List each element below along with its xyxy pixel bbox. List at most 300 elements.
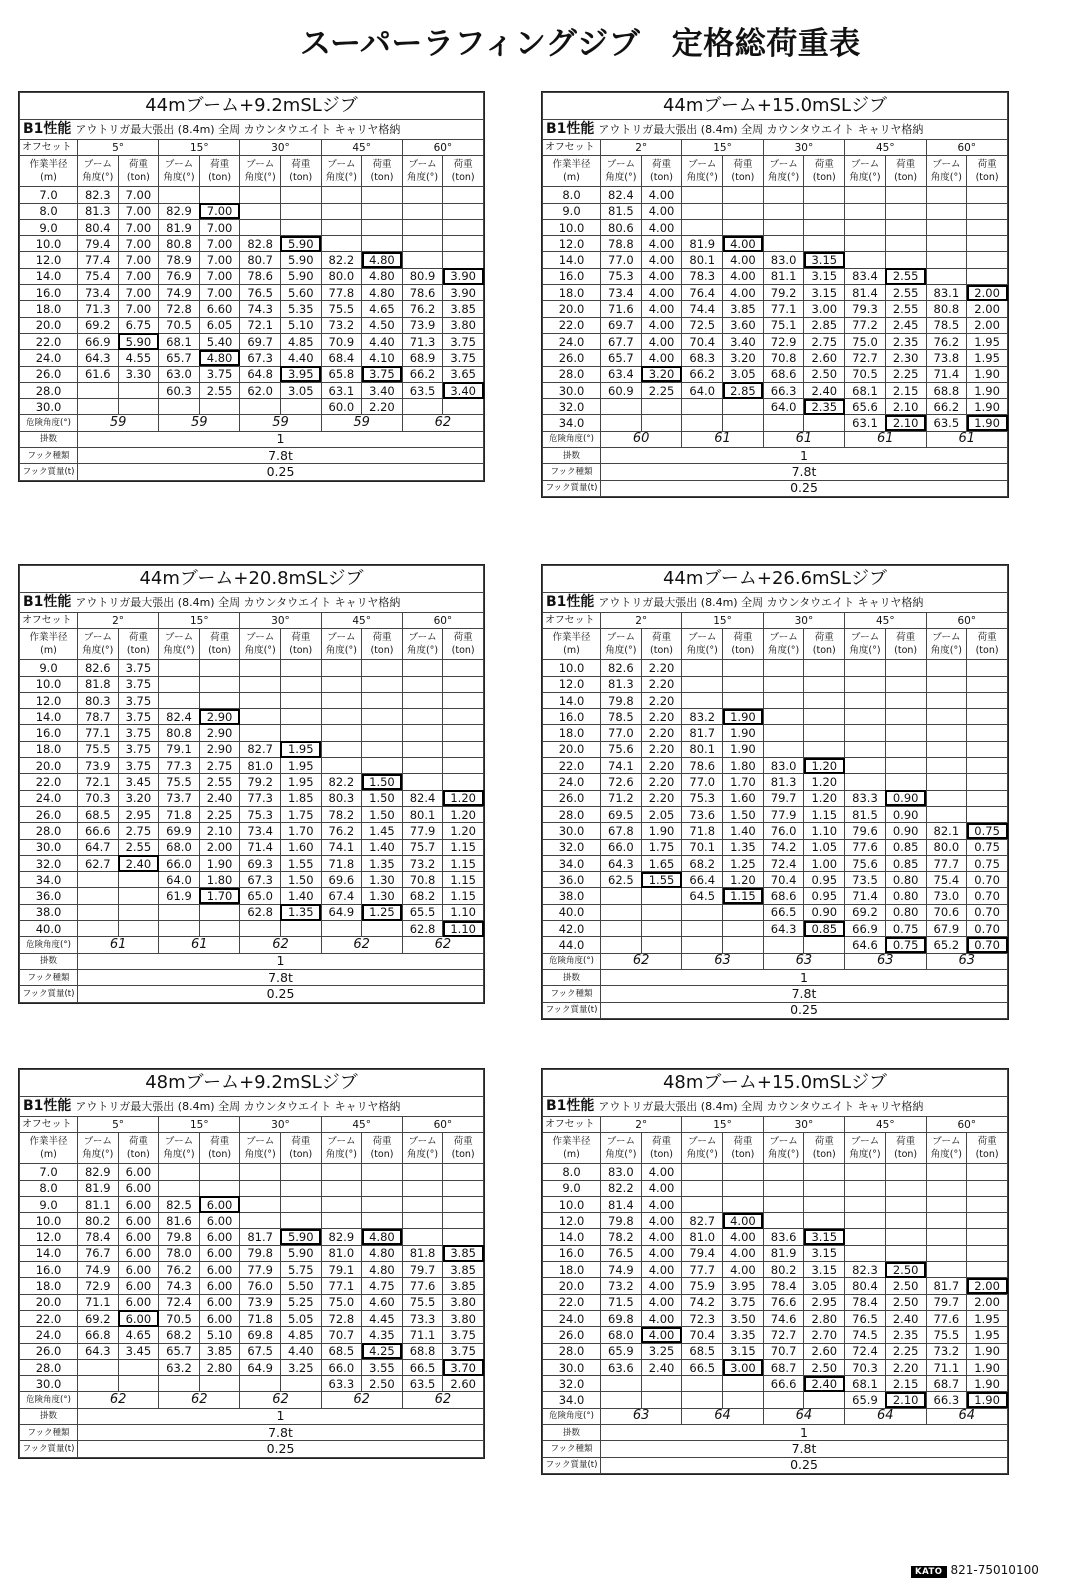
angle-header-line2: 角度(°) [244,645,276,657]
angle-cell: 69.7 [601,317,642,333]
load-cell [641,415,682,431]
load-header [443,1133,484,1164]
load-header-line2: (ton) [370,645,394,657]
angle-header [159,156,200,187]
load-cell: 0.75 [885,937,926,953]
table-row [20,921,484,937]
angle-cell [159,921,200,937]
angle-cell: 63.0 [159,366,200,382]
angle-cell: 68.8 [926,382,967,398]
angle-cell [402,1180,443,1196]
angle-cell [763,676,804,692]
danger-angle-label: 危険角度(°) [20,415,78,431]
angle-cell: 75.3 [682,790,723,806]
angle-cell [845,1229,886,1245]
angle-header [601,156,642,187]
load-cell: 4.60 [362,1294,403,1310]
angle-cell: 76.9 [159,268,200,284]
danger-angle-value: 59 [78,415,159,431]
offset-value: 2° [601,1117,682,1133]
load-header [723,1133,764,1164]
load-header [641,1133,682,1164]
load-cell: 0.95 [804,888,845,904]
offset-label: オフセット [20,613,78,629]
angle-cell [321,741,362,757]
angle-cell: 69.2 [78,317,119,333]
angle-cell [601,921,642,937]
load-cell: 2.20 [641,692,682,708]
angle-cell: 78.8 [601,236,642,252]
angle-header [682,156,723,187]
angle-cell: 72.6 [601,774,642,790]
radius-cell: 22.0 [543,317,601,333]
load-cell: 1.70 [723,774,764,790]
angle-header-line2: 角度(°) [163,645,195,657]
load-header-line1: 荷重 [128,159,148,171]
angle-header-line2: 角度(°) [605,645,637,657]
danger-angle-row [20,1392,484,1408]
load-cell [804,676,845,692]
angle-cell: 68.5 [682,1343,723,1359]
angle-cell: 68.9 [402,350,443,366]
angle-cell: 82.1 [926,823,967,839]
load-header-line2: (ton) [289,1149,313,1161]
angle-cell: 80.0 [321,268,362,284]
load-cell: 4.00 [723,236,764,252]
radius-header-line1: 作業半径 [29,159,68,171]
radius-cell: 32.0 [543,839,601,855]
load-cell [443,692,484,708]
load-cell: 3.25 [641,1343,682,1359]
load-cell [443,1164,484,1180]
angle-cell: 74.9 [159,285,200,301]
load-cell: 1.95 [280,774,321,790]
table-row [543,1294,1008,1310]
offset-value: 5° [78,1117,159,1133]
offset-value: 60° [926,140,1008,156]
load-cell: 6.00 [199,1278,240,1294]
danger-angle-value: 59 [159,415,240,431]
angle-cell: 73.9 [78,758,119,774]
angle-header-line2: 角度(°) [244,172,276,184]
angle-cell: 73.4 [78,285,119,301]
angle-cell: 81.3 [78,203,119,219]
load-header-line2: (ton) [126,172,150,184]
load-chart-table [542,92,1008,497]
load-cell: 2.00 [967,285,1008,301]
load-cell [967,1180,1008,1196]
radius-cell: 9.0 [543,203,601,219]
angle-cell: 81.9 [682,236,723,252]
angle-header-line1: ブーム [688,1136,717,1148]
load-cell: 2.20 [641,709,682,725]
angle-cell: 68.5 [78,806,119,822]
parts-row [20,431,484,447]
load-cell: 3.70 [443,1359,484,1375]
angle-cell: 77.7 [926,855,967,871]
angle-cell: 73.2 [402,855,443,871]
radius-cell: 22.0 [543,1294,601,1310]
angle-header-line2: 角度(°) [686,645,718,657]
angle-header [78,156,119,187]
radius-cell: 22.0 [20,774,78,790]
angle-cell [240,187,281,203]
angle-header-line2: 角度(°) [849,172,881,184]
load-cell: 2.50 [885,1262,926,1278]
angle-cell: 73.3 [402,1310,443,1326]
radius-cell: 28.0 [20,823,78,839]
load-cell [885,1229,926,1245]
table-row [543,872,1008,888]
angle-header-line1: ブーム [164,632,194,644]
load-cell [118,1376,159,1392]
load-cell: 0.75 [967,823,1008,839]
angle-cell: 75.5 [926,1327,967,1343]
load-cell: 7.00 [199,252,240,268]
angle-cell: 80.2 [78,1213,119,1229]
hook-type-value: 7.8t [78,969,484,985]
load-cell: 0.75 [967,839,1008,855]
angle-header-line1: ブーム [164,1136,194,1148]
load-cell: 1.20 [804,758,845,774]
angle-cell: 67.8 [601,823,642,839]
angle-cell: 61.6 [78,366,119,382]
load-cell: 2.50 [885,1278,926,1294]
table-row [20,366,484,382]
load-header-line1: 荷重 [291,632,311,644]
load-cell: 3.75 [118,741,159,757]
angle-cell: 67.9 [926,921,967,937]
load-cell [199,1376,240,1392]
load-cell: 1.20 [443,823,484,839]
angle-header-line1: ブーム [688,632,717,644]
load-cell: 2.60 [443,1376,484,1392]
load-cell: 0.70 [967,904,1008,920]
angle-header [240,156,281,187]
radius-cell: 14.0 [20,1245,78,1261]
angle-cell: 70.7 [763,1343,804,1359]
load-cell [641,888,682,904]
angle-cell: 68.7 [763,1359,804,1375]
angle-cell: 60.3 [159,382,200,398]
radius-cell: 14.0 [20,709,78,725]
radius-cell: 20.0 [20,317,78,333]
load-cell [280,187,321,203]
load-cell: 7.00 [118,252,159,268]
angle-cell [321,1213,362,1229]
angle-cell: 82.7 [682,1213,723,1229]
load-cell: 0.80 [885,904,926,920]
load-cell [804,415,845,431]
load-cell: 2.40 [118,855,159,871]
load-cell: 6.00 [118,1294,159,1310]
angle-header [402,629,443,660]
hook-mass-value: 0.25 [601,1457,1008,1473]
hook-mass-row [543,1002,1008,1018]
load-header-line1: 荷重 [652,159,672,171]
angle-cell: 75.5 [321,301,362,317]
load-cell: 7.00 [118,301,159,317]
radius-cell: 9.0 [20,219,78,235]
load-cell: 6.00 [199,1229,240,1245]
angle-cell [240,725,281,741]
table-row [20,1376,484,1392]
table-row [20,187,484,203]
load-cell: 1.20 [443,790,484,806]
load-cell [443,1196,484,1212]
load-cell: 2.15 [885,1376,926,1392]
angle-cell: 75.7 [402,839,443,855]
angle-cell [926,1196,967,1212]
load-cell [362,236,403,252]
angle-cell: 81.0 [682,1229,723,1245]
angle-cell: 79.4 [78,236,119,252]
angle-header [321,156,362,187]
load-cell [885,1180,926,1196]
angle-cell: 80.7 [240,252,281,268]
hook-type-label: フック種類 [543,986,601,1002]
table-row [543,660,1008,676]
load-cell [967,1213,1008,1229]
load-cell: 4.65 [362,301,403,317]
load-cell: 3.15 [804,285,845,301]
load-cell: 4.85 [280,333,321,349]
offset-label: オフセット [543,1117,601,1133]
angle-cell [321,709,362,725]
angle-cell: 81.3 [601,676,642,692]
load-cell [280,219,321,235]
load-header-line1: 荷重 [372,1136,392,1148]
angle-cell: 65.7 [159,350,200,366]
angle-cell: 76.5 [601,1245,642,1261]
load-cell [885,187,926,203]
angle-cell [682,1164,723,1180]
angle-cell: 79.8 [601,1213,642,1229]
load-cell: 0.90 [804,904,845,920]
angle-cell: 77.6 [926,1310,967,1326]
angle-cell: 68.2 [159,1327,200,1343]
angle-header-line1: ブーム [83,1136,112,1148]
angle-cell [763,203,804,219]
offset-value: 15° [682,1117,763,1133]
radius-cell: 30.0 [543,382,601,398]
load-cell: 7.00 [118,285,159,301]
angle-cell: 70.8 [402,872,443,888]
angle-header-line1: ブーム [83,632,112,644]
angle-cell [845,1196,886,1212]
offset-value: 15° [159,613,240,629]
angle-cell [159,399,200,415]
radius-cell: 10.0 [543,1196,601,1212]
angle-cell [845,676,886,692]
angle-cell [240,921,281,937]
angle-cell [763,692,804,708]
angle-cell [682,399,723,415]
column-header-row [20,156,484,187]
angle-cell: 79.3 [845,301,886,317]
angle-cell: 66.0 [601,839,642,855]
angle-cell: 83.0 [601,1164,642,1180]
angle-cell [845,236,886,252]
angle-cell [845,758,886,774]
offset-label: オフセット [20,140,78,156]
load-cell: 6.00 [118,1180,159,1196]
load-cell: 6.00 [199,1196,240,1212]
angle-cell: 82.9 [321,1229,362,1245]
load-cell: 3.75 [118,676,159,692]
b1-label: B1性能 [23,1098,72,1114]
load-cell: 4.00 [641,236,682,252]
angle-cell: 63.5 [402,382,443,398]
load-cell: 4.00 [641,317,682,333]
load-cell: 1.30 [362,888,403,904]
load-cell: 1.95 [967,1327,1008,1343]
radius-header-line2: (m) [40,1149,57,1161]
table-row [543,741,1008,757]
load-cell: 3.25 [280,1359,321,1375]
radius-cell: 18.0 [20,301,78,317]
angle-cell: 74.1 [321,839,362,855]
load-header [967,1133,1008,1164]
load-cell: 2.50 [804,1359,845,1375]
parts-label: 掛数 [20,1408,78,1424]
load-cell: 1.50 [280,872,321,888]
load-header [362,629,403,660]
angle-cell: 71.8 [240,1310,281,1326]
load-table-1 [541,91,1009,498]
load-cell [967,692,1008,708]
angle-cell: 81.4 [601,1196,642,1212]
load-cell: 2.90 [199,725,240,741]
load-cell: 4.00 [641,333,682,349]
condition-row [20,1097,484,1117]
angle-cell: 67.3 [240,872,281,888]
angle-cell: 74.1 [601,758,642,774]
angle-cell: 66.8 [78,1327,119,1343]
angle-cell [682,219,723,235]
load-cell: 6.05 [199,317,240,333]
angle-cell [845,1213,886,1229]
offset-row [543,613,1008,629]
load-cell [280,1164,321,1180]
danger-angle-value: 63 [845,953,926,969]
angle-cell: 75.0 [321,1294,362,1310]
load-cell: 3.05 [723,366,764,382]
angle-cell [763,660,804,676]
angle-cell: 68.2 [682,855,723,871]
load-cell [118,872,159,888]
load-cell [885,1196,926,1212]
load-cell: 6.00 [118,1262,159,1278]
load-header [443,629,484,660]
load-cell: 6.00 [118,1278,159,1294]
angle-header-line2: 角度(°) [768,172,800,184]
angle-cell [926,806,967,822]
table-row [543,415,1008,431]
angle-cell: 71.4 [240,839,281,855]
angle-cell [682,937,723,953]
load-cell [885,692,926,708]
angle-cell: 78.5 [601,709,642,725]
danger-angle-value: 64 [926,1408,1008,1424]
load-cell: 1.80 [199,872,240,888]
angle-cell: 71.4 [926,366,967,382]
angle-cell: 79.1 [321,1262,362,1278]
offset-value: 45° [321,140,402,156]
offset-value: 45° [321,1117,402,1133]
load-cell: 6.60 [199,301,240,317]
radius-cell: 10.0 [543,660,601,676]
angle-header [682,1133,723,1164]
load-cell: 1.20 [804,790,845,806]
angle-cell [78,872,119,888]
load-cell: 5.50 [280,1278,321,1294]
angle-cell: 73.6 [682,806,723,822]
load-cell: 5.90 [280,1229,321,1245]
angle-cell [402,660,443,676]
angle-cell: 76.0 [763,823,804,839]
angle-cell [240,1180,281,1196]
angle-cell: 79.8 [601,692,642,708]
angle-cell: 66.0 [159,855,200,871]
load-cell: 1.40 [723,823,764,839]
load-cell [443,758,484,774]
load-cell [118,399,159,415]
load-cell [804,236,845,252]
angle-cell: 80.1 [402,806,443,822]
angle-cell: 75.5 [402,1294,443,1310]
load-header-line1: 荷重 [896,1136,916,1148]
angle-cell [601,399,642,415]
angle-cell [402,725,443,741]
load-cell [443,709,484,725]
load-cell: 2.85 [804,317,845,333]
load-cell [199,676,240,692]
angle-cell: 62.0 [240,382,281,398]
danger-angle-value: 62 [402,1392,483,1408]
radius-cell: 10.0 [20,1213,78,1229]
angle-cell: 78.4 [763,1278,804,1294]
angle-cell: 64.0 [763,399,804,415]
load-cell [362,1213,403,1229]
load-header-line1: 荷重 [896,159,916,171]
angle-cell [763,187,804,203]
hook-mass-label: フック質量(t) [543,1002,601,1018]
radius-header [20,629,78,660]
hook-mass-value: 0.25 [601,1002,1008,1018]
danger-angle-value: 62 [402,937,483,953]
angle-cell: 64.3 [78,1343,119,1359]
load-cell: 0.80 [885,888,926,904]
angle-header-line2: 角度(°) [849,1149,881,1161]
angle-cell: 63.5 [402,1376,443,1392]
table-row [20,1180,484,1196]
load-cell: 2.00 [967,301,1008,317]
load-cell [885,741,926,757]
angle-cell: 69.8 [601,1310,642,1326]
load-cell: 3.20 [641,366,682,382]
danger-angle-value: 61 [682,431,763,447]
load-cell: 3.75 [362,366,403,382]
angle-cell: 75.3 [240,806,281,822]
angle-cell [240,709,281,725]
table-title-row [543,566,1008,593]
load-cell: 3.75 [443,1343,484,1359]
load-cell [641,1392,682,1408]
load-cell [804,709,845,725]
table-title: 44mブーム+20.8mSLジブ [20,566,484,593]
angle-cell: 80.0 [926,839,967,855]
